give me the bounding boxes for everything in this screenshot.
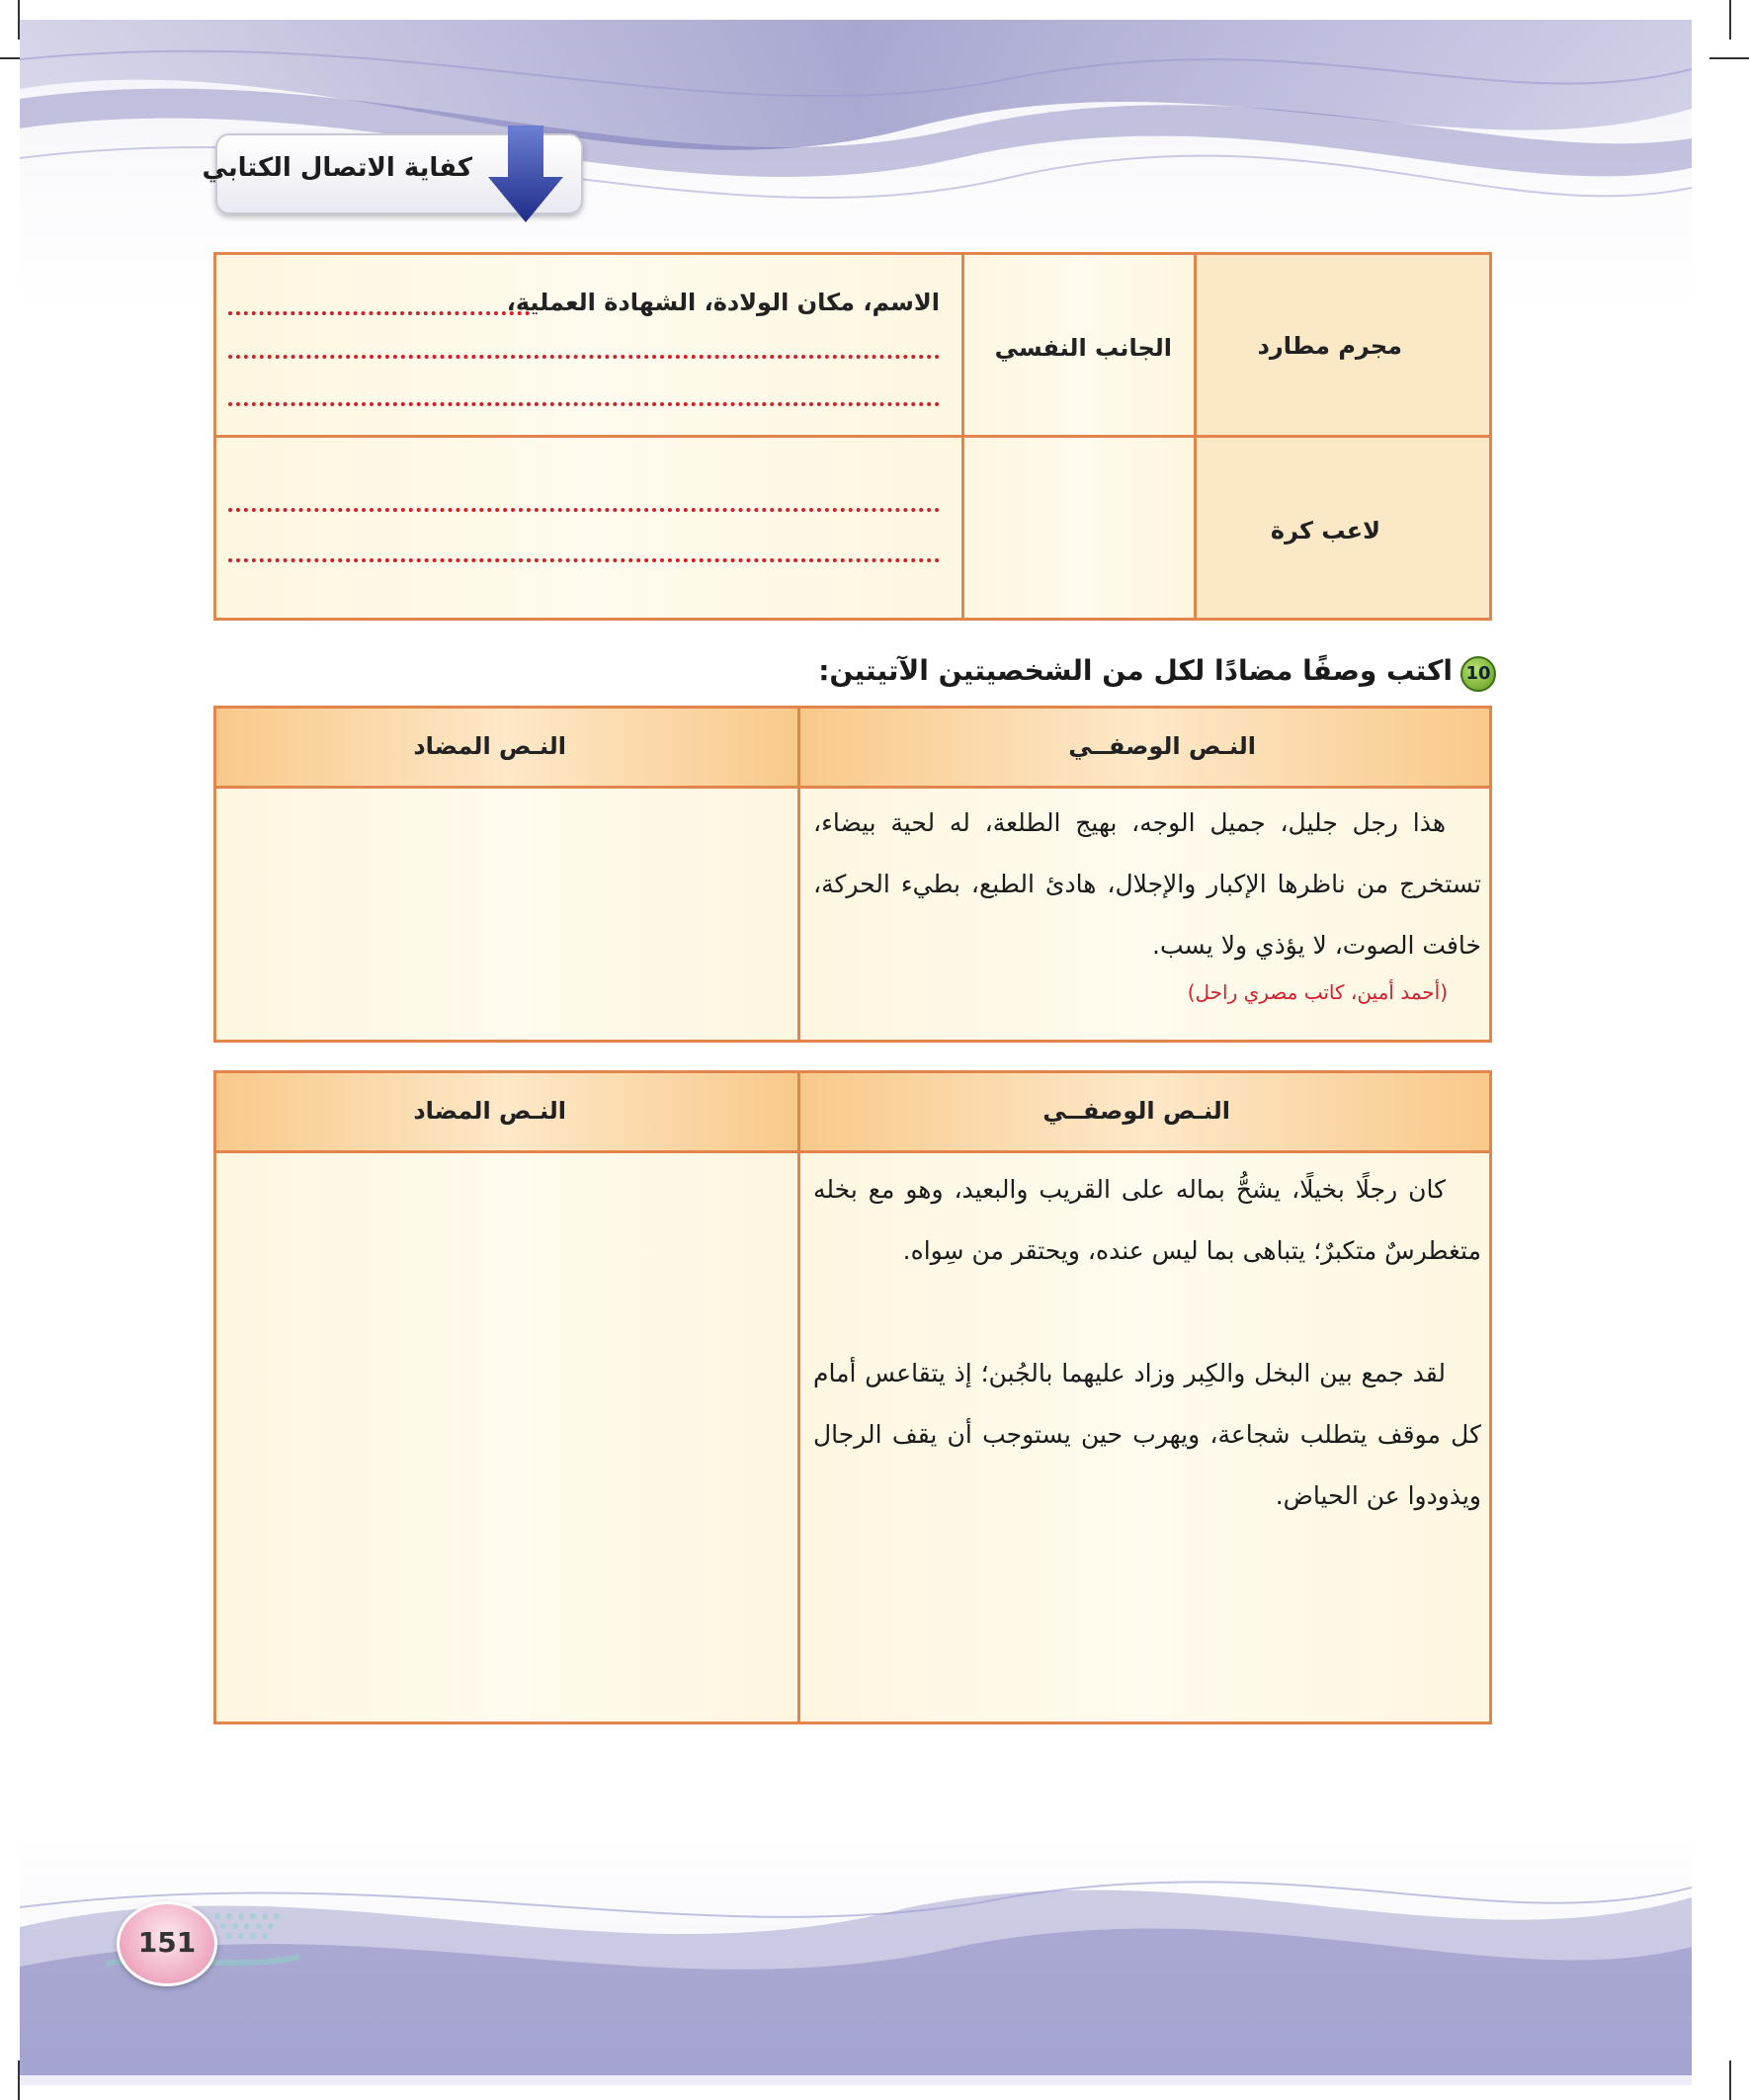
descriptive-paragraph: هذا رجل جليل، جميل الوجه، بهيج الطلعة، له لحية بيضاء، تستخرج من ناظرها الإكبار والإجلال، هادئ الطبع، بطيء الحركة، خافت الصوت، لا يؤذي ولا يسب. bbox=[813, 808, 1481, 960]
table-header bbox=[216, 1073, 797, 1150]
table-header bbox=[800, 709, 1489, 786]
character-label: لاعب كرة bbox=[1270, 517, 1380, 545]
table-header bbox=[216, 709, 797, 786]
table-divider bbox=[216, 1150, 1489, 1153]
question-number-badge: 10 bbox=[1460, 656, 1496, 692]
page-number-badge bbox=[117, 1901, 217, 1986]
answer-lead: الاسم، مكان الولادة، الشهادة العملية، bbox=[506, 289, 940, 316]
writing-line[interactable] bbox=[228, 355, 940, 359]
answer-cell[interactable] bbox=[216, 438, 961, 618]
answer-cell[interactable] bbox=[216, 789, 797, 1040]
header-descriptive: النـص الوصفــي bbox=[1068, 732, 1256, 760]
descriptive-paragraph: كان رجلًا بخيلًا، يشحُّ بماله على القريب والبعيد، وهو مع بخله متغطرسٌ متكبرٌ؛ يتباهى بما ليس عنده، ويحتقر من سِواه. bbox=[813, 1175, 1481, 1265]
writing-line[interactable] bbox=[228, 508, 940, 512]
answer-cell[interactable] bbox=[216, 255, 961, 435]
page-number: 151 bbox=[137, 1926, 197, 1959]
question-text: اكتب وصفًا مضادًا لكل من الشخصيتين الآتيتين: bbox=[818, 654, 1453, 687]
writing-line[interactable] bbox=[228, 402, 940, 406]
table-divider bbox=[216, 786, 1489, 789]
table-divider bbox=[797, 1073, 800, 1722]
table-header bbox=[800, 1073, 1489, 1150]
writing-line[interactable] bbox=[228, 558, 940, 562]
table-cell bbox=[1197, 438, 1489, 618]
description-table bbox=[213, 1070, 1492, 1724]
aspect-label: الجانب النفسي bbox=[994, 334, 1172, 362]
descriptive-paragraph: لقد جمع بين البخل والكِبر وزاد عليهما بالجُبن؛ إذ يتقاعس أمام كل موقف يتطلب شجاعة، ويهرب حين يستوجب أن يقف الرجال ويذودوا عن الحياض. bbox=[813, 1359, 1481, 1510]
character-label: مجرم مطارد bbox=[1257, 332, 1402, 360]
header-opposite: النـص المضاد bbox=[413, 1097, 566, 1125]
answer-cell[interactable] bbox=[216, 1153, 797, 1722]
table-divider bbox=[216, 435, 1489, 438]
header-opposite: النـص المضاد bbox=[413, 732, 566, 760]
section-title: كفاية الاتصال الكتابي bbox=[202, 153, 472, 183]
section-tag bbox=[202, 133, 583, 214]
character-table bbox=[213, 252, 1492, 621]
source-citation: (أحمد أمين، كاتب مصري راحل) bbox=[1187, 980, 1448, 1004]
table-divider bbox=[797, 709, 800, 1040]
crop-mark bbox=[1729, 0, 1731, 40]
description-table bbox=[213, 706, 1492, 1043]
table-cell[interactable] bbox=[964, 438, 1194, 618]
arrow-down-icon bbox=[486, 126, 565, 224]
table-cell bbox=[800, 789, 1489, 1040]
table-cell bbox=[800, 1153, 1489, 1722]
crop-mark bbox=[1709, 57, 1749, 59]
header-descriptive: النـص الوصفــي bbox=[1042, 1097, 1230, 1125]
table-cell bbox=[964, 255, 1194, 435]
table-cell bbox=[1197, 255, 1489, 435]
crop-mark bbox=[1729, 2060, 1731, 2100]
writing-line[interactable] bbox=[228, 311, 530, 315]
